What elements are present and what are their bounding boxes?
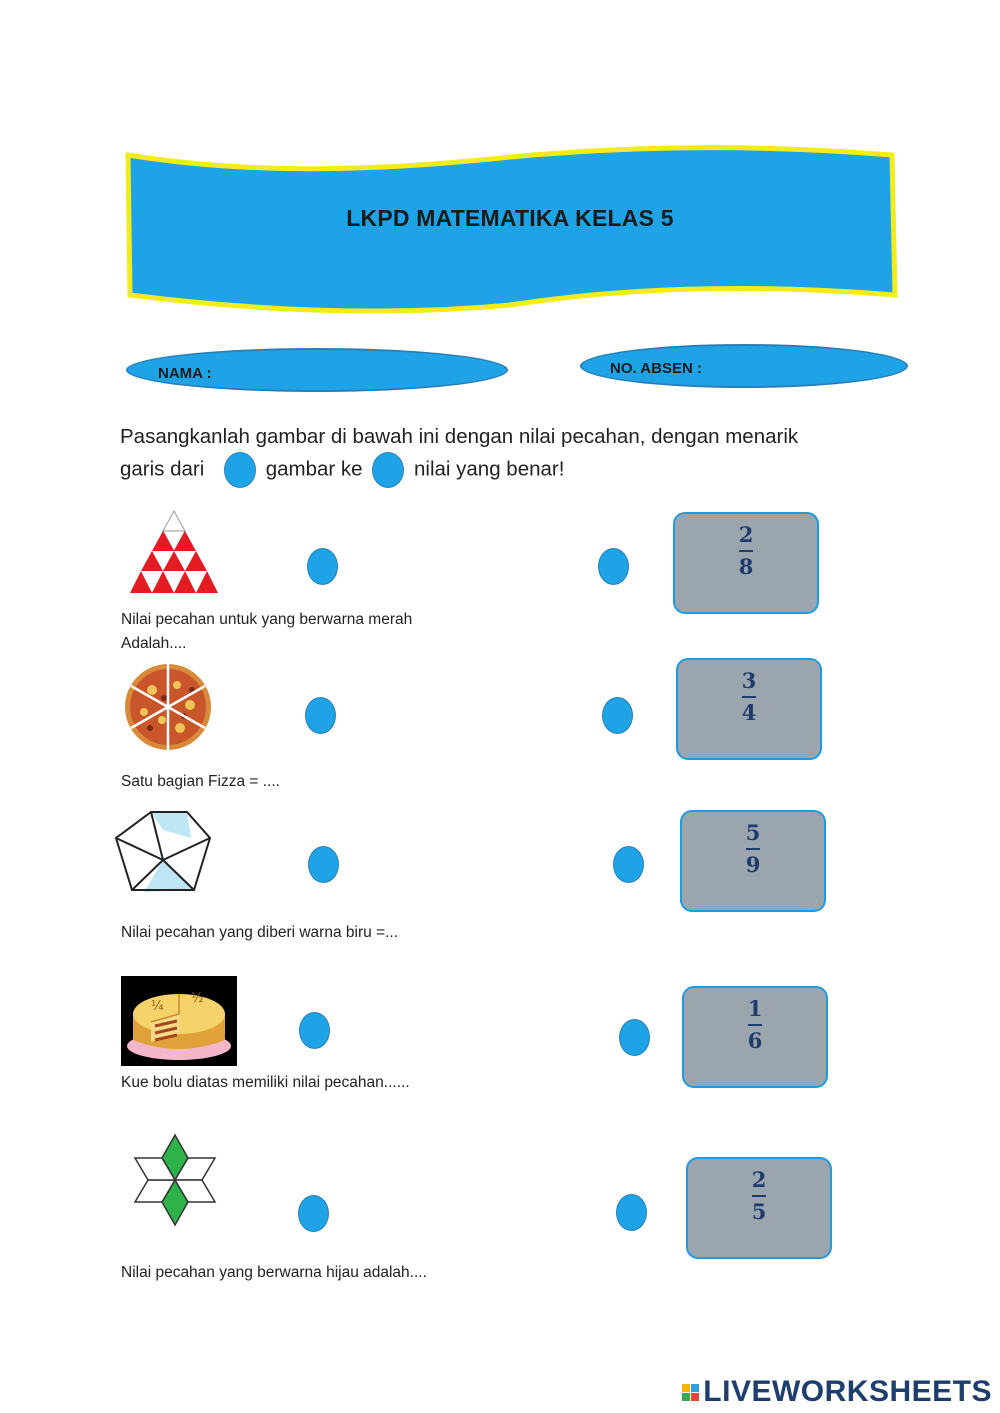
cake-quarter-label: ¼ — [151, 999, 164, 1014]
denominator: 9 — [745, 852, 761, 877]
answer-card-2[interactable] — [676, 658, 822, 760]
numerator: 2 — [751, 1167, 767, 1192]
right-dot-5[interactable] — [616, 1194, 647, 1231]
fraction-bar — [742, 696, 756, 698]
question-5-caption: Nilai pecahan yang berwarna hijau adalah.... — [121, 1264, 427, 1281]
instruction-line-1: Pasangkanlah gambar di bawah ini dengan nilai pecahan, dengan menarik — [120, 425, 799, 448]
question-1-caption: Nilai pecahan untuk yang berwarna merah — [121, 611, 413, 628]
cake-picture — [121, 976, 237, 1066]
left-dot-2[interactable] — [305, 697, 336, 734]
left-dot-1[interactable] — [307, 548, 338, 585]
right-dot-4[interactable] — [619, 1019, 650, 1056]
left-dot-3[interactable] — [308, 846, 339, 883]
answer-card-1[interactable] — [673, 512, 819, 614]
denominator: 6 — [747, 1028, 763, 1053]
answer-card-3[interactable] — [680, 810, 826, 912]
instruction — [120, 422, 860, 488]
left-dot-5[interactable] — [298, 1195, 329, 1232]
numerator: 1 — [747, 996, 763, 1021]
denominator: 4 — [741, 700, 757, 725]
answer-card-5[interactable] — [686, 1157, 832, 1259]
page-title: LKPD MATEMATIKA KELAS 5 — [346, 205, 674, 231]
logo-text: LIVEWORKSHEETS — [703, 1375, 992, 1408]
right-dot-3[interactable] — [613, 846, 644, 883]
question-2-caption: Satu bagian Fizza = .... — [121, 773, 280, 790]
fraction-bar — [746, 848, 760, 850]
liveworksheets-logo — [682, 1375, 992, 1409]
question-1-caption-2: Adalah.... — [121, 635, 187, 652]
numerator: 2 — [738, 522, 754, 547]
logo-icon — [682, 1384, 699, 1401]
answer-fraction — [688, 1169, 830, 1223]
answer-fraction — [678, 670, 820, 724]
question-4-caption: Kue bolu diatas memiliki nilai pecahan...... — [121, 1074, 410, 1091]
numerator: 3 — [741, 668, 757, 693]
name-label: NAMA : — [158, 365, 212, 382]
fraction-bar — [752, 1195, 766, 1197]
example-dot-icon — [372, 452, 404, 488]
example-dot-icon — [224, 452, 256, 488]
fraction-bar — [739, 550, 753, 552]
fraction-bar — [748, 1024, 762, 1026]
absen-field[interactable] — [580, 344, 908, 388]
answer-fraction — [682, 822, 824, 876]
left-dot-4[interactable] — [299, 1012, 330, 1049]
absen-label: NO. ABSEN : — [610, 360, 702, 377]
instruction-text-a: garis dari — [120, 457, 205, 481]
denominator: 5 — [751, 1199, 767, 1224]
right-dot-2[interactable] — [602, 697, 633, 734]
instruction-text-b: gambar ke — [265, 457, 363, 481]
answer-fraction — [675, 524, 817, 578]
cake-half-label: ½ — [191, 991, 204, 1006]
pentagon-picture — [114, 808, 212, 896]
answer-fraction — [684, 998, 826, 1052]
answer-card-4[interactable] — [682, 986, 828, 1088]
numerator: 5 — [745, 820, 761, 845]
red-triangles-picture — [122, 505, 226, 601]
green-star-picture — [120, 1130, 230, 1230]
name-field[interactable] — [126, 348, 508, 392]
instruction-line-2 — [120, 452, 860, 488]
denominator: 8 — [738, 554, 754, 579]
right-dot-1[interactable] — [598, 548, 629, 585]
question-3-caption: Nilai pecahan yang diberi warna biru =... — [121, 924, 399, 941]
pizza-picture — [122, 660, 214, 754]
instruction-text-c: nilai yang benar! — [413, 457, 565, 481]
